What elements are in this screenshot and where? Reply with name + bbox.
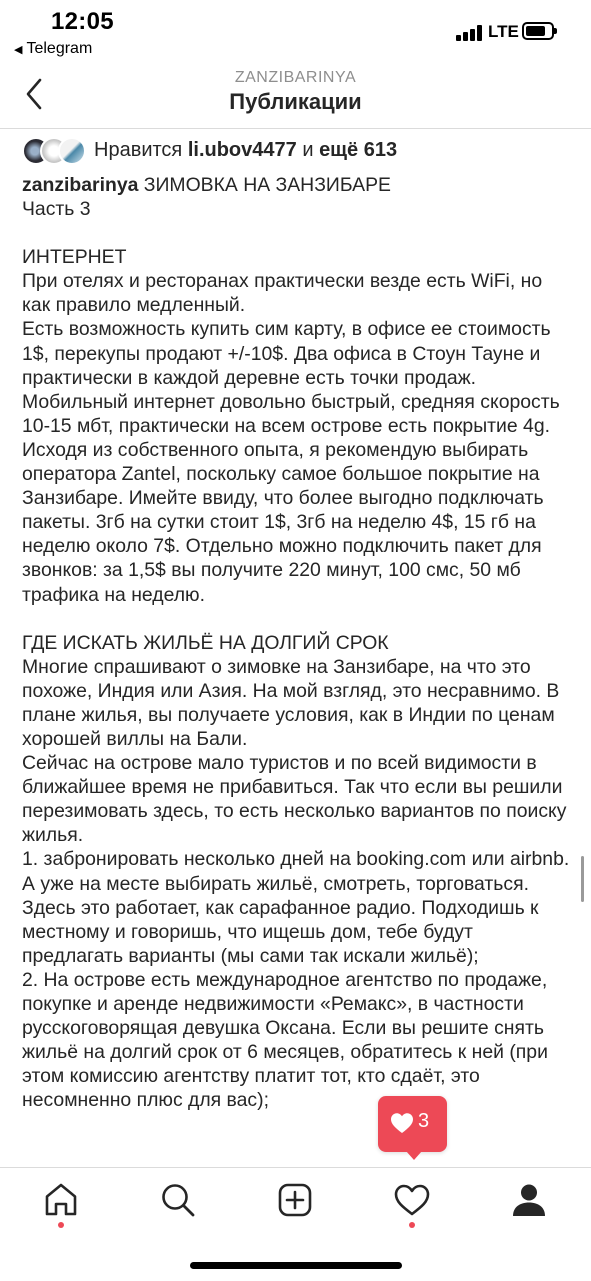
tab-new-post[interactable] bbox=[275, 1180, 315, 1220]
back-app-label: Telegram bbox=[26, 40, 93, 57]
tab-profile[interactable] bbox=[509, 1180, 549, 1220]
caption-paragraph: 2. На острове есть международное агентство по продаже, покупке и аренде недвижимости «Ремакс», в частности русскоговорящая девушка Оксана. Если вы решите снять жильё на долгий срок от 6 месяцев, обратитесь к ней (при этом комиссию агентству платит тот, кто сдаёт, это несомненно плюс для вас); bbox=[22, 968, 548, 1112]
caption-heading bbox=[22, 173, 572, 197]
likes-conjunction: и bbox=[302, 138, 314, 161]
notification-dot bbox=[58, 1222, 64, 1228]
back-to-app-link[interactable] bbox=[14, 40, 92, 58]
liker-avatars[interactable] bbox=[22, 137, 86, 163]
liker-username[interactable]: li.ubov4477 bbox=[187, 138, 297, 161]
likes-row[interactable] bbox=[22, 136, 397, 164]
caption-username[interactable]: zanzibarinya bbox=[22, 174, 139, 196]
add-post-icon bbox=[275, 1180, 315, 1220]
network-type: LTE bbox=[488, 22, 519, 41]
search-icon bbox=[158, 1180, 198, 1220]
caption-paragraph: При отелях и ресторанах практически везде есть WiFi, но как правило медленный. bbox=[22, 270, 543, 317]
notification-dot bbox=[409, 1222, 415, 1228]
home-indicator[interactable] bbox=[190, 1262, 402, 1269]
caption-paragraph: Многие спрашивают о зимовке на Занзибаре, на что это похоже, Индия или Азия. На мой взгляд, это несравнимо. В плане жилья, вы получаете условия, как в Индии по ценам хорошей виллы на Бали. bbox=[22, 655, 560, 750]
battery-level-fill bbox=[526, 26, 545, 36]
caption-paragraph: Сейчас на острове мало туристов и по всей видимости в ближайшее время не прибавиться. Так что если вы решили перезимовать здесь, то есть несколько вариантов по поиску жилья. bbox=[22, 752, 567, 847]
likes-more-count[interactable]: ещё 613 bbox=[319, 138, 398, 161]
avatar bbox=[58, 137, 86, 165]
caption-paragraph: ИНТЕРНЕТ bbox=[22, 246, 127, 269]
page-title: Публикации bbox=[229, 89, 362, 114]
home-icon bbox=[41, 1180, 81, 1220]
heart-icon bbox=[390, 1112, 414, 1134]
activity-heart-icon bbox=[392, 1180, 432, 1220]
cellular-signal-icon bbox=[456, 25, 484, 41]
battery-icon bbox=[522, 22, 554, 40]
back-triangle-icon: ◀ bbox=[14, 44, 23, 56]
caption-title: ЗИМОВКА НА ЗАНЗИБАРЕ bbox=[143, 174, 391, 196]
scroll-indicator[interactable] bbox=[581, 856, 584, 902]
like-notification-toast[interactable] bbox=[378, 1096, 447, 1152]
header-account-name: ZANZIBARINYA bbox=[234, 69, 357, 86]
caption-paragraph: 1. забронировать несколько дней на booking.com или airbnb. А уже на месте выбирать жильё, смотреть, торговаться. Здесь это работает, как сарафанное радио. Подходишь к местному и говоришь, что ищешь дом, тебе будут предлагать варианты (мы сами так искали жильё); bbox=[22, 848, 570, 967]
caption-part: Часть 3 bbox=[22, 198, 91, 221]
caption-paragraph: Мобильный интернет довольно быстрый, средняя скорость 10-15 мбт, практически на всем острове есть покрытие 4g. Исходя из собственного опыта, я рекомендую выбирать оператора Zantel, поскольку самое большое покрытие на Занзибаре. Имейте ввиду, что более выгодно подключать пакеты. 3гб на сутки стоит 1$, 3гб на неделю 4$, 15 гб на неделю около 7$. Отдельно можно подключить пакет для звонков: за 1,5$ вы получите 220 минут, 100 смс, 50 мб трафика на неделю. bbox=[22, 390, 560, 606]
caption-paragraph: ГДЕ ИСКАТЬ ЖИЛЬЁ НА ДОЛГИЙ СРОК bbox=[22, 631, 389, 654]
tab-activity[interactable] bbox=[392, 1180, 432, 1220]
tab-search[interactable] bbox=[158, 1180, 198, 1220]
likes-summary bbox=[94, 139, 397, 162]
profile-icon bbox=[509, 1180, 549, 1220]
header bbox=[0, 62, 591, 129]
post-caption bbox=[22, 173, 572, 1167]
status-bar bbox=[0, 0, 591, 62]
like-toast-count: 3 bbox=[418, 1110, 430, 1132]
caption-paragraph: Есть возможность купить сим карту, в офисе ее стоимость 1$, перекупы продают +/-10$. Два офиса в Стоун Тауне и практически в каждой деревне есть точки продаж. bbox=[22, 318, 551, 389]
likes-prefix: Нравится bbox=[94, 138, 183, 161]
status-time: 12:05 bbox=[51, 8, 114, 35]
tab-home[interactable] bbox=[41, 1180, 81, 1220]
